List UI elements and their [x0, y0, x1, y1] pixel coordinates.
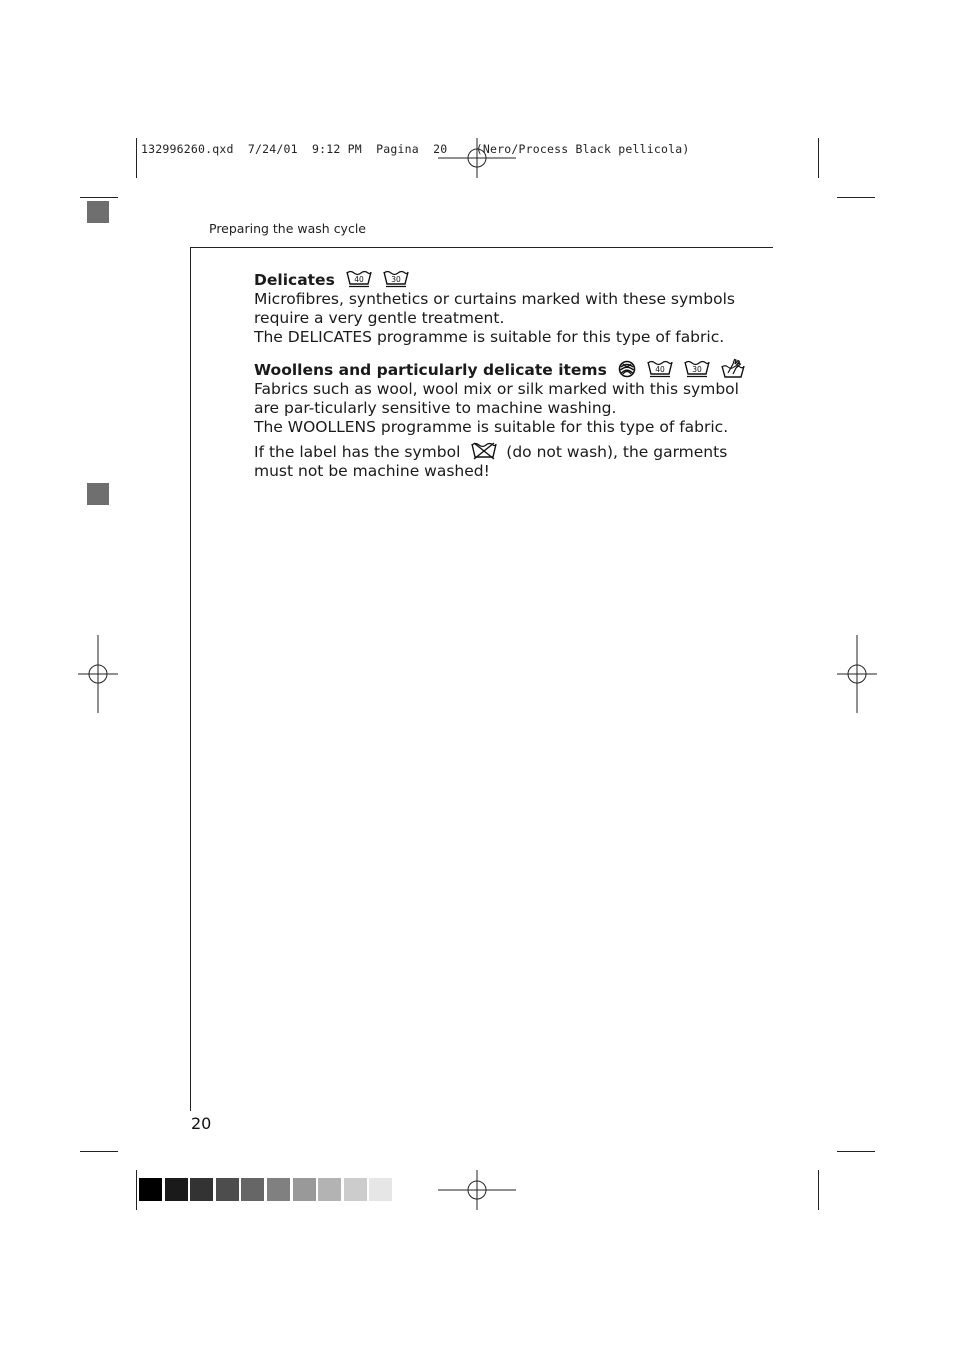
hand-wash-icon [721, 358, 745, 378]
color-patch [165, 1178, 188, 1201]
section-header: Preparing the wash cycle [209, 221, 366, 236]
crop-mark [136, 138, 137, 178]
woollens-heading [254, 358, 759, 380]
color-patch [190, 1178, 213, 1201]
color-patch [139, 1178, 162, 1201]
crop-mark [818, 1170, 819, 1210]
do-not-wash-note [254, 442, 759, 481]
crop-mark [80, 197, 118, 198]
woollens-title: Woollens and particularly delicate items [254, 361, 607, 379]
registration-mark-icon [438, 138, 516, 178]
page-number: 20 [191, 1114, 212, 1133]
wash-30-gentle-icon [383, 270, 409, 288]
wash-40-gentle-icon [346, 270, 372, 288]
crop-mark [818, 138, 819, 178]
file-slug: 132996260.qxd 7/24/01 9:12 PM Pagina 20 (Nero/Process Black pellicola) [141, 142, 690, 156]
crop-mark [80, 1151, 118, 1152]
registration-mark-icon [438, 1170, 516, 1210]
delicates-text-1: Microfibres, synthetics or curtains marked with these symbols require a very gentle treatment. [254, 290, 735, 327]
woollens-text-1: Fabrics such as wool, wool mix or silk marked with this symbol are par-ticularly sensitive to machine washing. [254, 380, 739, 417]
woolmark-icon [618, 360, 636, 378]
tub-temp-label: 30 [691, 365, 702, 374]
registration-mark-icon [78, 635, 118, 713]
side-marker-square [87, 201, 109, 223]
margin-rule [190, 247, 191, 1111]
crop-mark [136, 1170, 137, 1210]
woollens-text-2: The WOOLLENS programme is suitable for this type of fabric. [254, 418, 729, 436]
registration-mark-icon [837, 635, 877, 713]
color-patch [369, 1178, 392, 1201]
crop-mark [837, 197, 875, 198]
tub-temp-label: 40 [353, 275, 364, 284]
page-content [254, 270, 759, 481]
delicates-heading [254, 270, 759, 290]
note-text-before: If the label has the symbol [254, 443, 461, 461]
side-marker-square [87, 483, 109, 505]
color-patch [318, 1178, 341, 1201]
color-patch [267, 1178, 290, 1201]
delicates-text-2: The DELICATES programme is suitable for this type of fabric. [254, 328, 725, 346]
header-rule [190, 247, 773, 248]
wash-40-gentle-icon [647, 360, 673, 378]
tub-temp-label: 40 [654, 365, 665, 374]
crop-mark [837, 1151, 875, 1152]
color-patch [216, 1178, 239, 1201]
do-not-wash-icon [471, 442, 497, 460]
color-patch [293, 1178, 316, 1201]
note-text-after: (do not wash), the garments must not be machine washed! [254, 443, 728, 480]
tub-temp-label: 30 [390, 275, 401, 284]
delicates-title: Delicates [254, 271, 335, 289]
wash-30-gentle-icon [684, 360, 710, 378]
color-patch [241, 1178, 264, 1201]
color-patch [344, 1178, 367, 1201]
